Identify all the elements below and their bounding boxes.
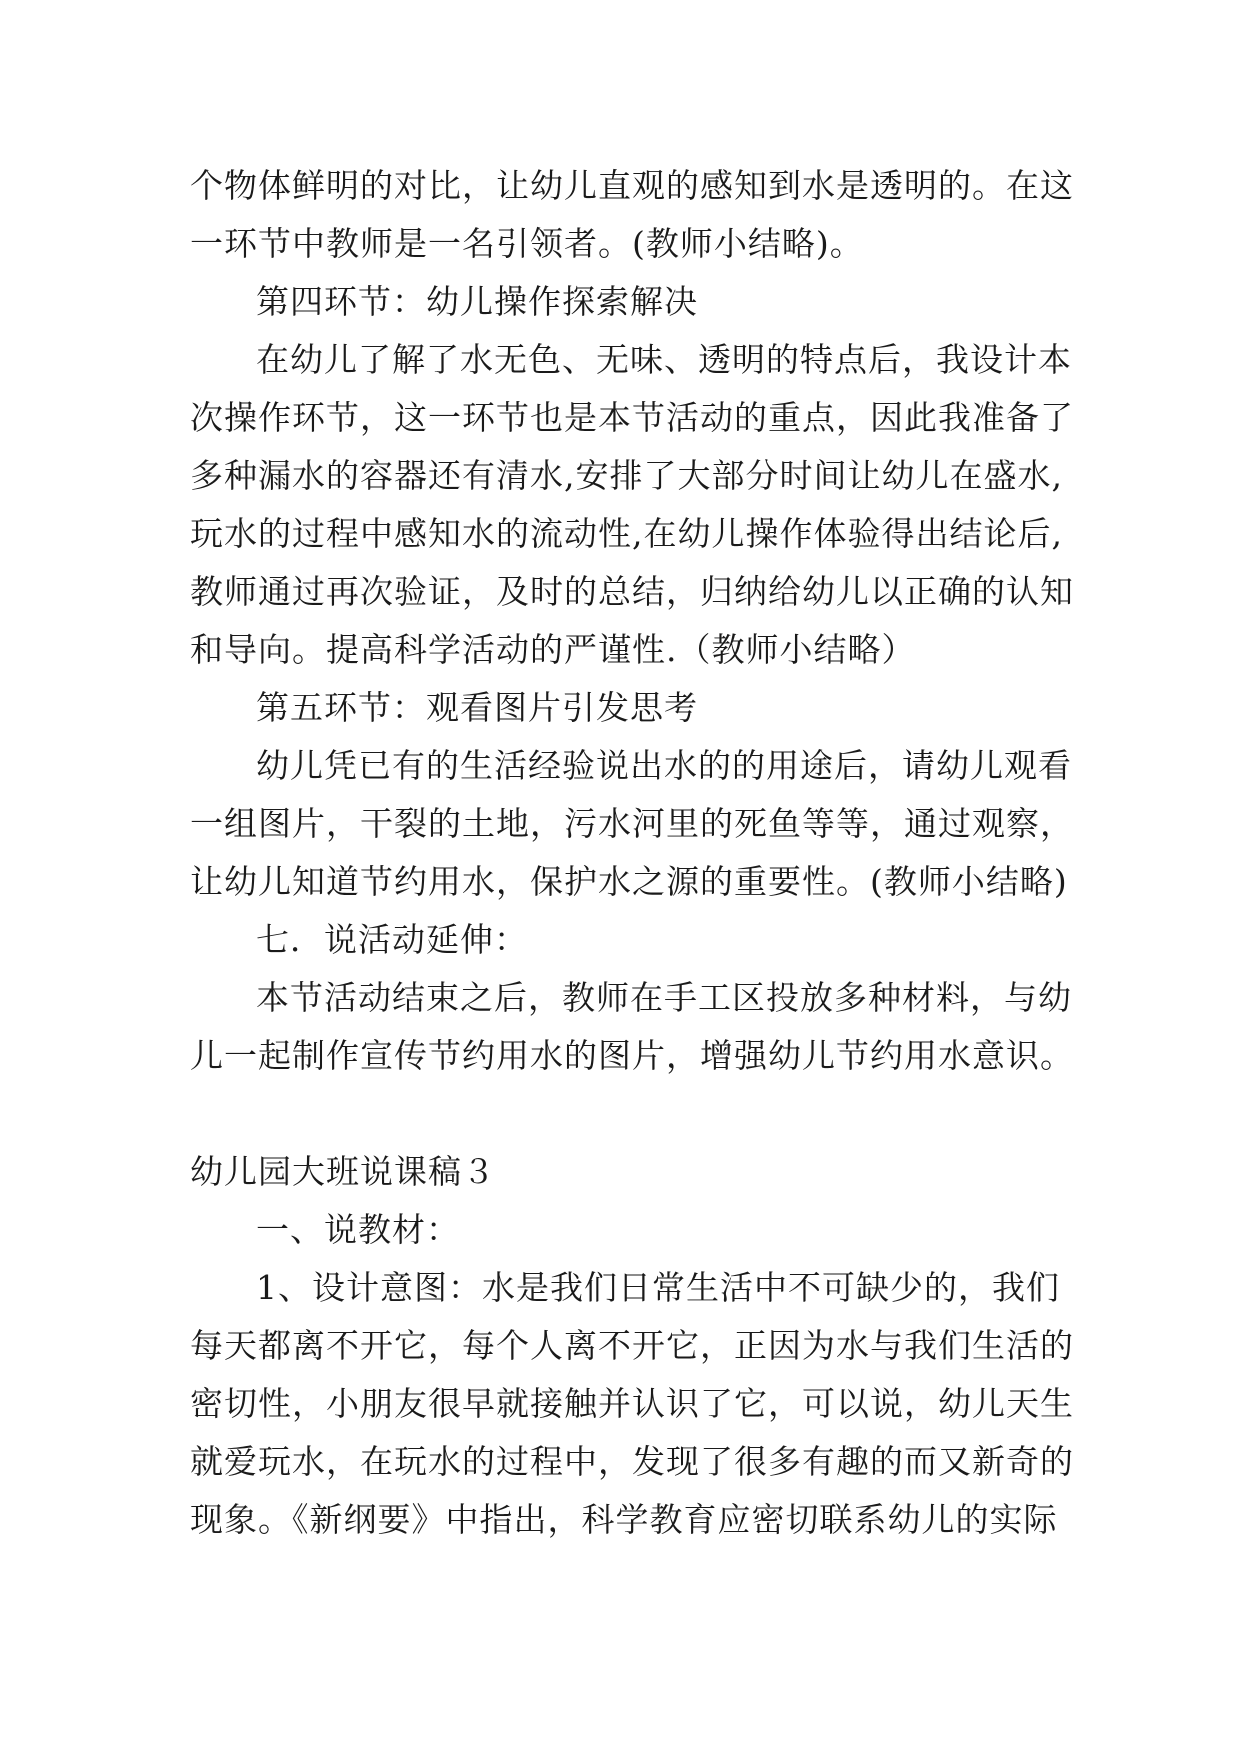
- text-line: 一组图片，干裂的土地，污水河里的死鱼等等，通过观察，: [190, 804, 1074, 843]
- text-line: 让幼儿知道节约用水，保护水之源的重要性。(教师小结略): [190, 862, 1068, 901]
- text-line: 次操作环节，这一环节也是本节活动的重点，因此我准备了: [190, 398, 1074, 437]
- section-heading-materials: 一、说教材：: [256, 1210, 460, 1249]
- text-line: 幼儿凭已有的生活经验说出水的的用途后，请幼儿观看: [256, 746, 1072, 785]
- text-line: 儿一起制作宣传节约用水的图片，增强幼儿节约用水意识。: [190, 1036, 1074, 1075]
- text-line: 在幼儿了解了水无色、无味、透明的特点后，我设计本: [256, 340, 1072, 379]
- section-heading-step-4: 第四环节：幼儿操作探索解决: [256, 282, 698, 321]
- text-line: 玩水的过程中感知水的流动性,在幼儿操作体验得出结论后,: [190, 514, 1063, 553]
- text-line: 和导向。提高科学活动的严谨性.（教师小结略）: [190, 630, 916, 669]
- text-line: 本节活动结束之后，教师在手工区投放多种材料，与幼: [256, 978, 1072, 1017]
- text-line: 密切性，小朋友很早就接触并认识了它，可以说，幼儿天生: [190, 1384, 1074, 1423]
- document-title: 幼儿园大班说课稿３: [190, 1152, 496, 1191]
- section-heading-extension: 七．说活动延伸：: [256, 920, 528, 959]
- text-line: 现象。《新纲要》中指出，科学教育应密切联系幼儿的实际: [190, 1500, 1058, 1539]
- text-line: 一环节中教师是一名引领者。(教师小结略)。: [190, 224, 864, 263]
- text-line: 1、设计意图：水是我们日常生活中不可缺少的，我们: [256, 1268, 1060, 1307]
- section-heading-step-5: 第五环节：观看图片引发思考: [256, 688, 698, 727]
- text-line: 教师通过再次验证，及时的总结，归纳给幼儿以正确的认知: [190, 572, 1074, 611]
- text-line: 多种漏水的容器还有清水,安排了大部分时间让幼儿在盛水,: [190, 456, 1063, 495]
- text-line: 每天都离不开它，每个人离不开它，正因为水与我们生活的: [190, 1326, 1074, 1365]
- text-line: 就爱玩水，在玩水的过程中，发现了很多有趣的而又新奇的: [190, 1442, 1074, 1481]
- text-line: 个物体鲜明的对比，让幼儿直观的感知到水是透明的。在这: [190, 166, 1074, 205]
